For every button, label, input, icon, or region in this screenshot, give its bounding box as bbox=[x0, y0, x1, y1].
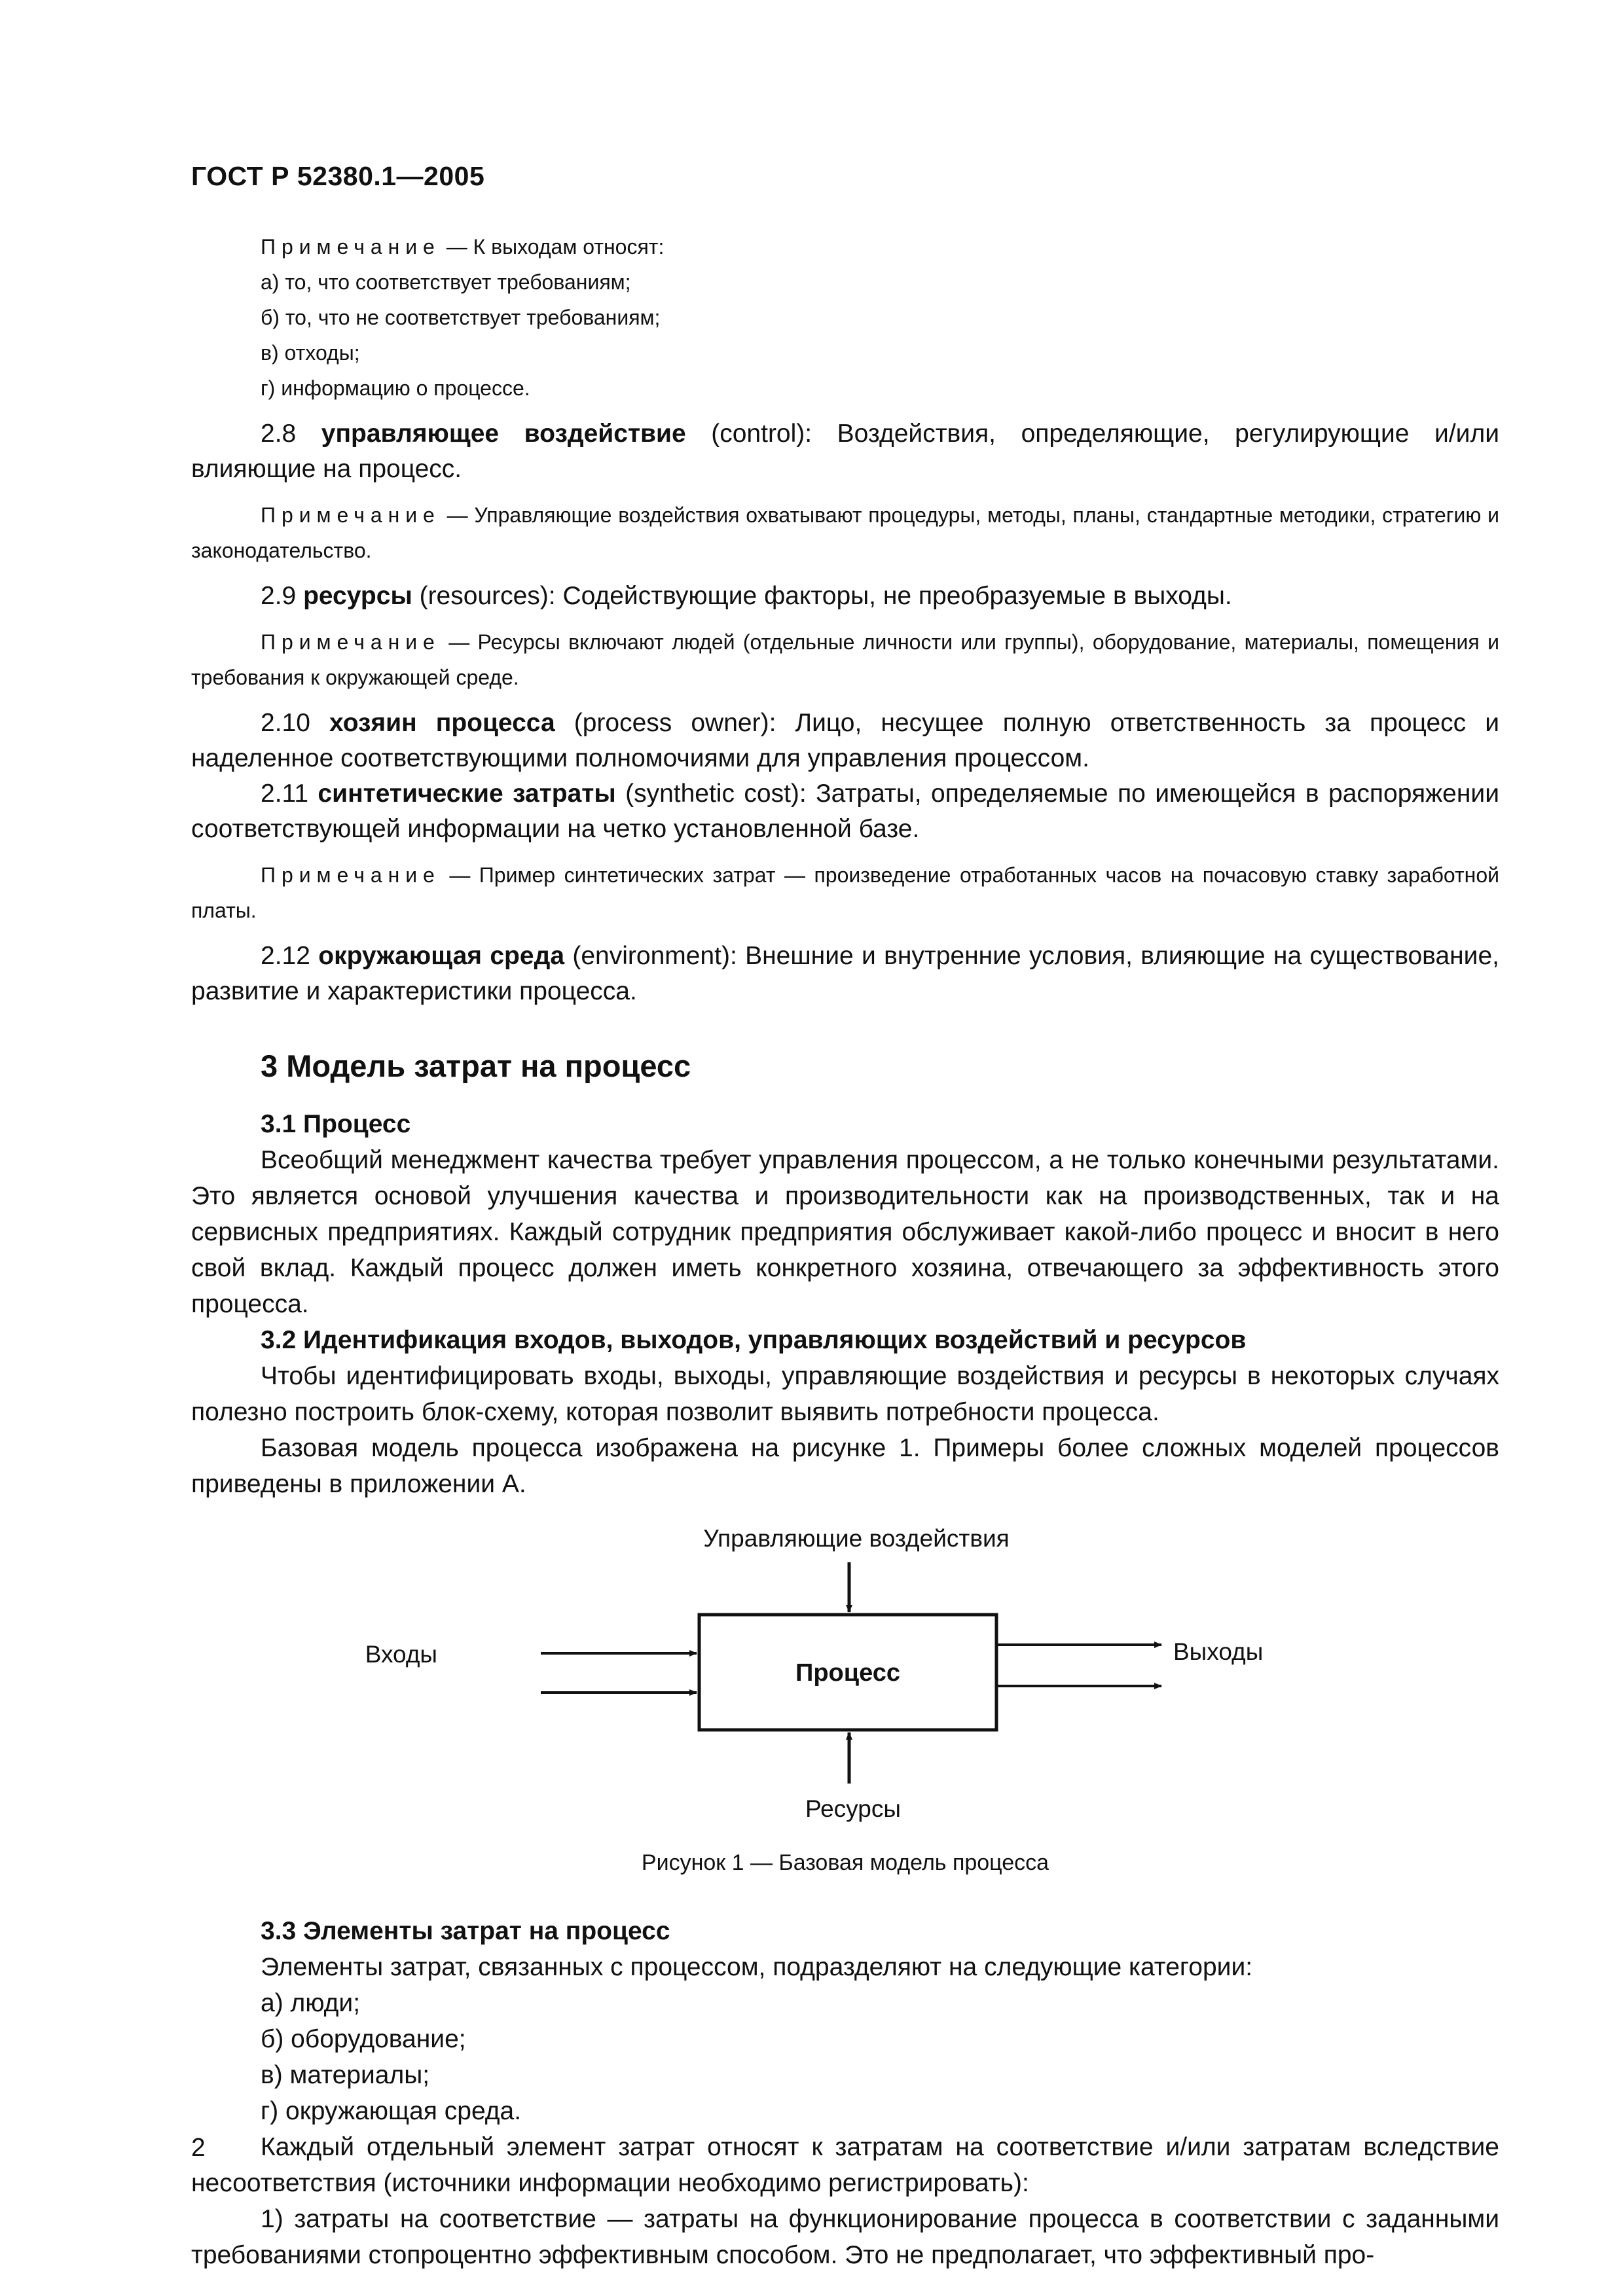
paragraph: Чтобы идентифицировать входы, выходы, управляющие воздействия и ресурсы в некоторых случаях полезно построить блок-схему, которая позволит выявить потребности процесса. bbox=[191, 1362, 1499, 1426]
note-label: Примечание bbox=[261, 630, 441, 654]
term-2-11 bbox=[191, 776, 1499, 847]
note-outputs-list bbox=[191, 264, 1499, 406]
process-model-figure bbox=[191, 1506, 1499, 1846]
note-text: — Пример синтетических затрат — произведение отработанных часов на почасовую ставку заработной платы. bbox=[191, 863, 1499, 922]
control-label: Управляющие воздействия bbox=[703, 1525, 1010, 1552]
cost-elements-list bbox=[191, 1985, 1499, 2129]
term-definition: (process owner): Лицо, несущее полную ответственность за процесс и наделенное соответствующими полномочиями для управления процессом. bbox=[191, 709, 1500, 772]
term-2-10 bbox=[191, 706, 1499, 776]
section-title: 3 Модель затрат на процесс bbox=[261, 1049, 691, 1083]
note-2-9 bbox=[191, 624, 1499, 695]
term-name: окружающая среда bbox=[318, 942, 565, 970]
note-label: Примечание bbox=[261, 503, 441, 527]
list-item: а) то, что соответствует требованиям; bbox=[261, 270, 631, 294]
term-definition: (environment): Внешние и внутренние условия, влияющие на существование, развитие и характеристики процесса. bbox=[191, 942, 1499, 1005]
list-item: а) люди; bbox=[261, 1989, 361, 2017]
note-2-11 bbox=[191, 857, 1499, 928]
term-2-9 bbox=[191, 579, 1499, 614]
list-item: г) информацию о процессе. bbox=[261, 376, 530, 400]
note-outputs bbox=[191, 229, 1499, 264]
paragraph: Каждый отдельный элемент затрат относят к затратам на соответствие и/или затратам вследствие несоответствия (источники информации необходимо регистрировать): bbox=[191, 2133, 1499, 2197]
document-header: ГОСТ Р 52380.1—2005 bbox=[191, 161, 485, 191]
note-label: Примечание bbox=[261, 863, 441, 887]
note-2-8 bbox=[191, 497, 1499, 568]
note-text: — Ресурсы включают людей (отдельные личности или группы), оборудование, материалы, помещения и требования к окружающей среде. bbox=[191, 630, 1499, 689]
list-item: в) материалы; bbox=[261, 2061, 430, 2089]
term-number: 2.8 bbox=[261, 420, 321, 448]
term-number: 2.9 bbox=[261, 582, 304, 610]
paragraph: Элементы затрат, связанных с процессом, подразделяют на следующие категории: bbox=[261, 1953, 1253, 1981]
term-number: 2.12 bbox=[261, 942, 319, 970]
outputs-label: Выходы bbox=[1173, 1638, 1264, 1665]
term-name: ресурсы bbox=[303, 582, 412, 610]
page-number: 2 bbox=[191, 2134, 206, 2162]
term-2-8 bbox=[191, 416, 1499, 487]
term-definition: (control): Воздействия, определяющие, регулирующие и/или влияющие на процесс. bbox=[191, 420, 1499, 483]
paragraph: Базовая модель процесса изображена на рисунке 1. Примеры более сложных моделей процессов приведены в приложении А. bbox=[191, 1434, 1499, 1498]
paragraph: Всеобщий менеджмент качества требует управления процессом, а не только конечными результатами. Это является основой улучшения качества и производительности как на производственных, так и на сервисных предприятиях. Каждый сотрудник предприятия обслуживает какой-либо процесс и вносит в него свой вклад. Каждый процесс должен иметь конкретного хозяина, отвечающего за эффективность этого процесса. bbox=[191, 1146, 1499, 1318]
process-label: Процесс bbox=[795, 1659, 900, 1687]
page-content bbox=[191, 229, 1499, 2273]
inputs-label: Входы bbox=[365, 1641, 437, 1668]
term-name: хозяин процесса bbox=[329, 709, 555, 737]
term-number: 2.11 bbox=[261, 780, 318, 808]
list-item: б) оборудование; bbox=[261, 2025, 466, 2053]
resources-label: Ресурсы bbox=[805, 1795, 901, 1822]
subsection-title: 3.2 Идентификация входов, выходов, управляющих воздействий и ресурсов bbox=[261, 1326, 1247, 1354]
note-text: — К выходам относят: bbox=[440, 235, 665, 259]
subsection-title: 3.3 Элементы затрат на процесс bbox=[261, 1917, 670, 1945]
note-label: Примечание bbox=[261, 235, 441, 259]
term-number: 2.10 bbox=[261, 709, 329, 737]
paragraph: 1) затраты на соответствие — затраты на функционирование процесса в соответствии с заданными требованиями стопроцентно эффективным способом. Это не предполагает, что эффективный про- bbox=[191, 2205, 1499, 2269]
term-name: управляющее воздействие bbox=[321, 420, 686, 448]
list-item: б) то, что не соответствует требованиям; bbox=[261, 306, 661, 329]
subsection-title: 3.1 Процесс bbox=[261, 1110, 411, 1138]
list-item: г) окружающая среда. bbox=[261, 2097, 522, 2125]
term-2-12 bbox=[191, 939, 1499, 1009]
figure-caption: Рисунок 1 — Базовая модель процесса bbox=[641, 1850, 1049, 1875]
term-definition: (synthetic cost): Затраты, определяемые по имеющейся в распоряжении соответствующей информации на четко установленной базе. bbox=[191, 780, 1499, 843]
process-diagram bbox=[191, 1506, 1499, 1787]
term-name: синтетические затраты bbox=[318, 780, 616, 808]
list-item: в) отходы; bbox=[261, 341, 360, 365]
term-definition: (resources): Содействующие факторы, не преобразуемые в выходы. bbox=[412, 582, 1232, 610]
note-text: — Управляющие воздействия охватывают процедуры, методы, планы, стандартные методики, стратегию и законодательство. bbox=[191, 503, 1499, 562]
